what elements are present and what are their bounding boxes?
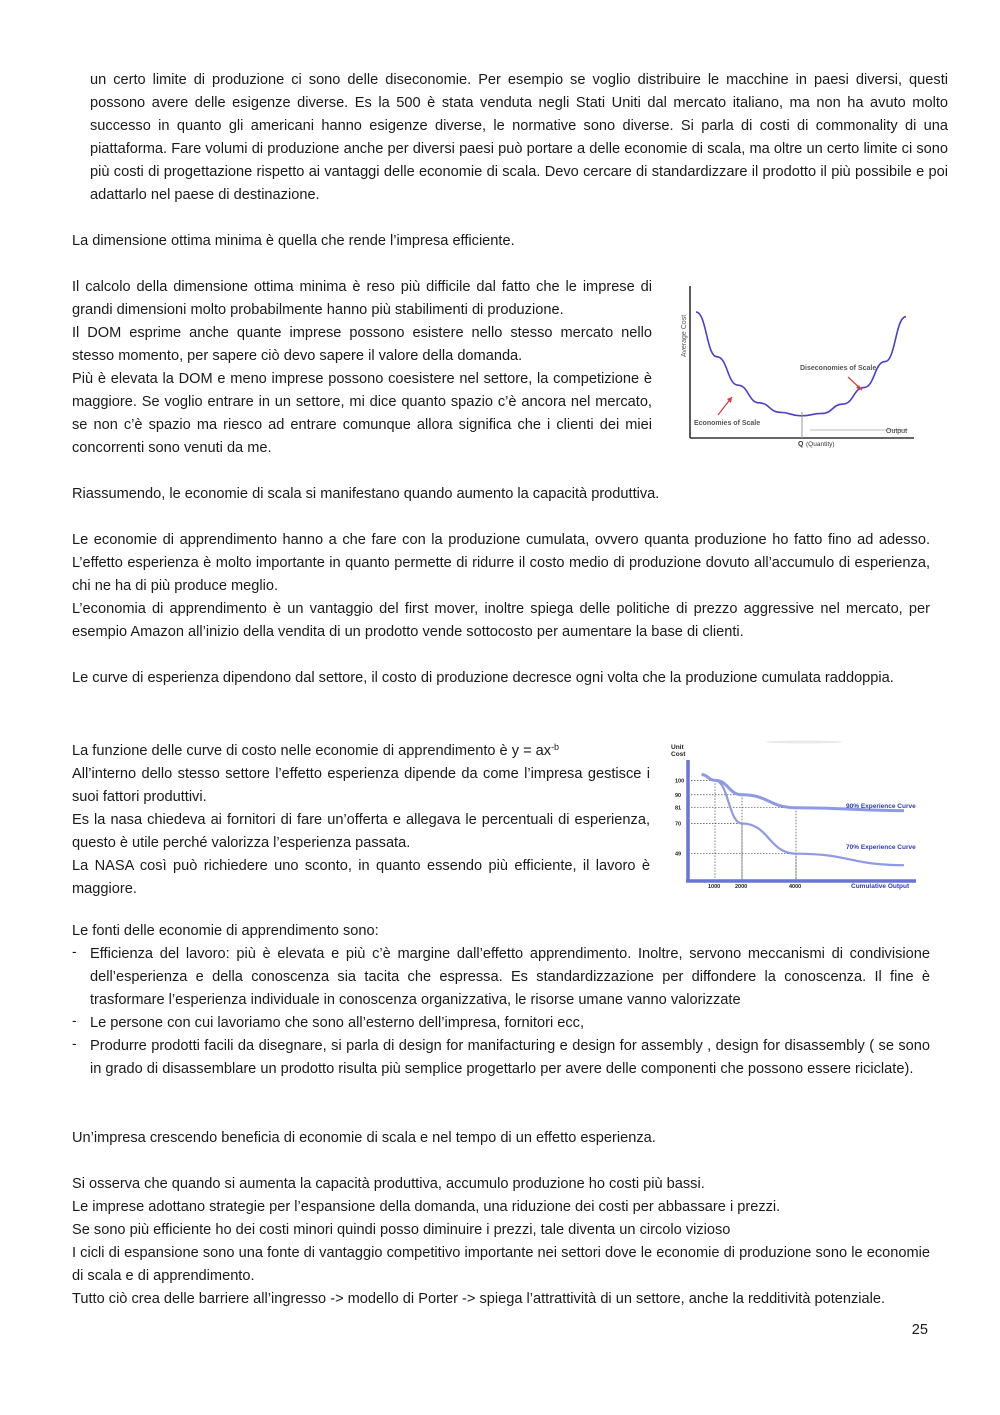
page-number: 25 bbox=[911, 1322, 928, 1338]
paragraph-intro bbox=[72, 69, 948, 207]
y-tick-label: 70 bbox=[675, 821, 682, 828]
y-tick-label: 90 bbox=[675, 792, 682, 799]
paragraph-final bbox=[72, 1173, 930, 1311]
chart2-ylabel-line1: Unit bbox=[671, 744, 684, 751]
paragraph-dom bbox=[72, 230, 930, 253]
paragraph-apprendimento-2: L’economia di apprendimento è un vantaggio del first mover, inoltre spiega delle politiche di prezzo aggressive nel mercato, per esempio Amazon all’inizio della vendita di un prodotto vende sottocosto per aumentare la base di clienti. bbox=[72, 601, 930, 640]
paragraph-final-4: I cicli di espansione sono una fonte di vantaggio competitivo importante nei settori dove le economie di produzione sono le economie di scala e di apprendimento. bbox=[72, 1245, 930, 1284]
x-tick-label: 2000 bbox=[735, 884, 748, 890]
paragraph-riassumendo bbox=[72, 483, 930, 506]
paragraph-nasa: Es la nasa chiedeva ai fornitori di fare un’offerta e allegava le percentuali di esperienza, questo è utile perché valorizza l’esperienza passata. bbox=[72, 812, 650, 851]
paragraph-dom3: Più è elevata la DOM e meno imprese possono coesistere nel settore, la competizione è maggiore. Se voglio entrare in un settore, mi dice quanto spazio c’è ancora nel mercato, se non c’è spazio ma riesco ad entrare comunque allora significa che i clienti dei miei concorrenti sono venuti da me. bbox=[72, 371, 652, 456]
x-tick-label: 4000 bbox=[789, 884, 802, 890]
paragraph-final-5: Tutto ciò crea delle barriere all’ingresso -> modello di Porter -> spiega l’attrattività di un settore, anche la redditività potenziale. bbox=[72, 1291, 886, 1307]
fonti-list bbox=[72, 943, 930, 1081]
chart1-q-label: Q bbox=[798, 441, 804, 448]
y-tick-label: 81 bbox=[675, 805, 682, 812]
chart2-xlabel: Cumulative Output bbox=[851, 883, 910, 890]
paragraph-funzione bbox=[72, 736, 650, 763]
paragraph-dom2: Il DOM esprime anche quante imprese possono esistere nello stesso mercato nello stesso momento, per sapere ciò devo sapere il valore della domanda. bbox=[72, 325, 652, 364]
chart2-x-ticks bbox=[708, 884, 801, 890]
paragraph-dom-block bbox=[72, 276, 652, 460]
formula-text: La funzione delle curve di costo nelle economie di apprendimento è y = ax bbox=[72, 743, 552, 759]
chart2-series bbox=[702, 775, 905, 866]
list-item: - Le persone con cui lavoriamo che sono all’esterno dell’impresa, fornitori ecc, bbox=[72, 1012, 930, 1035]
chart2-top-smudge bbox=[766, 741, 842, 744]
paragraph-funzione-2: All’interno dello stesso settore l’effetto esperienza dipende da come l’impresa gestisce i suoi fattori produttivi. bbox=[72, 766, 650, 805]
paragraph-intro-text: un certo limite di produzione ci sono delle diseconomie. Per esempio se voglio distribuire le macchine in paesi diversi, questi possono avere delle esigenze diverse. Es la 500 è stata venduta negli Stati Uniti dal mercato italiano, ma non ha avuto molto successo in quanto gli americani hanno esigenze diverse, le normative sono diverse. Si parla di costi di commonality di una piattaforma. Fare volumi di produzione anche per diversi paesi può portare a delle economie di scala, ma oltre un certo limite ci sono più costi di progettazione rispetto ai vantaggi delle economie di scala. Devo cercare di standardizzare il prodotto il più possibile e poi adattarlo nel paese di destinazione. bbox=[90, 72, 948, 203]
paragraph-curve bbox=[72, 667, 930, 690]
chart1-xlabel: Output bbox=[886, 428, 908, 435]
chart2-ylabel-line2: Cost bbox=[671, 751, 686, 758]
y-tick-label: 49 bbox=[675, 851, 682, 858]
chart2-y-ticks bbox=[675, 778, 684, 857]
paragraph-final-3: Se sono più efficiente ho dei costi minori quindi posso diminuire i prezzi, tale diventa un circolo vizioso bbox=[72, 1222, 731, 1238]
paragraph-fonti-text: Le fonti delle economie di apprendimento sono: bbox=[72, 923, 379, 939]
y-tick-label: 100 bbox=[675, 778, 685, 785]
paragraph-final-1: Si osserva che quando si aumenta la capacità produttiva, accumulo produzione ho costi più bassi. bbox=[72, 1176, 705, 1192]
paragraph-dom-text: La dimensione ottima minima è quella che rende l’impresa efficiente. bbox=[72, 233, 515, 249]
paragraph-riassumendo-text: Riassumendo, le economie di scala si manifestano quando aumento la capacità produttiva. bbox=[72, 486, 660, 502]
chart1-cost-curve bbox=[696, 312, 906, 416]
formula-exponent: -b bbox=[551, 742, 560, 752]
paragraph-calc: Il calcolo della dimensione ottima minima è reso più difficile dal fatto che le imprese di grandi dimensioni molto probabilmente hanno più stabilimenti di produzione. bbox=[72, 279, 652, 318]
chart1-economies-label: Economies of Scale bbox=[694, 420, 761, 427]
chart1-q-sublabel: (Quantity) bbox=[806, 441, 835, 448]
paragraph-funzione-block bbox=[72, 736, 650, 901]
paragraph-final-2: Le imprese adottano strategie per l’espansione della domanda, una riduzione dei costi per abbassare i prezzi. bbox=[72, 1199, 781, 1215]
list-item: - Efficienza del lavoro: più è elevata e più c’è margine dall’effetto apprendimento. Inoltre, servono meccanismi di condivisione dell’esperienza e della conoscenza sia tacita che espressa. Es standardizzazione per diffondere la conoscenza. Il fine è trasformare l’esperienza individuale in conoscenza organizzativa, le risorse umane vanno valorizzate bbox=[72, 943, 930, 1012]
series-line-70 bbox=[702, 775, 905, 866]
chart1-diseconomies-label: Diseconomies of Scale bbox=[800, 365, 877, 372]
paragraph-fonti bbox=[72, 920, 930, 1081]
chart2-series-label-90: 90% Experience Curve bbox=[846, 803, 916, 810]
economies-of-scale-chart bbox=[676, 280, 916, 450]
experience-curve-chart bbox=[664, 740, 926, 896]
chart1-ylabel: Average Cost bbox=[681, 314, 688, 358]
list-item: - Produrre prodotti facili da disegnare, si parla di design for manifacturing e design for assembly , design for disassembly ( se sono in grado di disassemblare un prodotto risulta più semplice progettarlo per avere delle componenti che possono essere riciclate). bbox=[72, 1035, 930, 1081]
paragraph-apprendimento-1: Le economie di apprendimento hanno a che fare con la produzione cumulata, ovvero quanta produzione ho fatto fino ad adesso. L’effetto esperienza è molto importante in quanto permette di ridurre il costo medio di produzione dovuto all’accumulo di esperienza, chi ne ha di più produce meglio. bbox=[72, 532, 930, 594]
paragraph-apprendimento bbox=[72, 529, 930, 644]
paragraph-crescendo bbox=[72, 1127, 930, 1150]
paragraph-crescendo-text: Un’impresa crescendo beneficia di economie di scala e nel tempo di un effetto esperienza. bbox=[72, 1130, 656, 1146]
paragraph-curve-text: Le curve di esperienza dipendono dal settore, il costo di produzione decresce ogni volta che la produzione cumulata raddoppia. bbox=[72, 670, 894, 686]
x-tick-label: 1000 bbox=[708, 884, 721, 890]
chart2-series-label-70: 70% Experience Curve bbox=[846, 844, 916, 851]
paragraph-nasa-2: La NASA così può richiedere uno sconto, in quanto essendo più efficiente, il lavoro è maggiore. bbox=[72, 858, 650, 897]
